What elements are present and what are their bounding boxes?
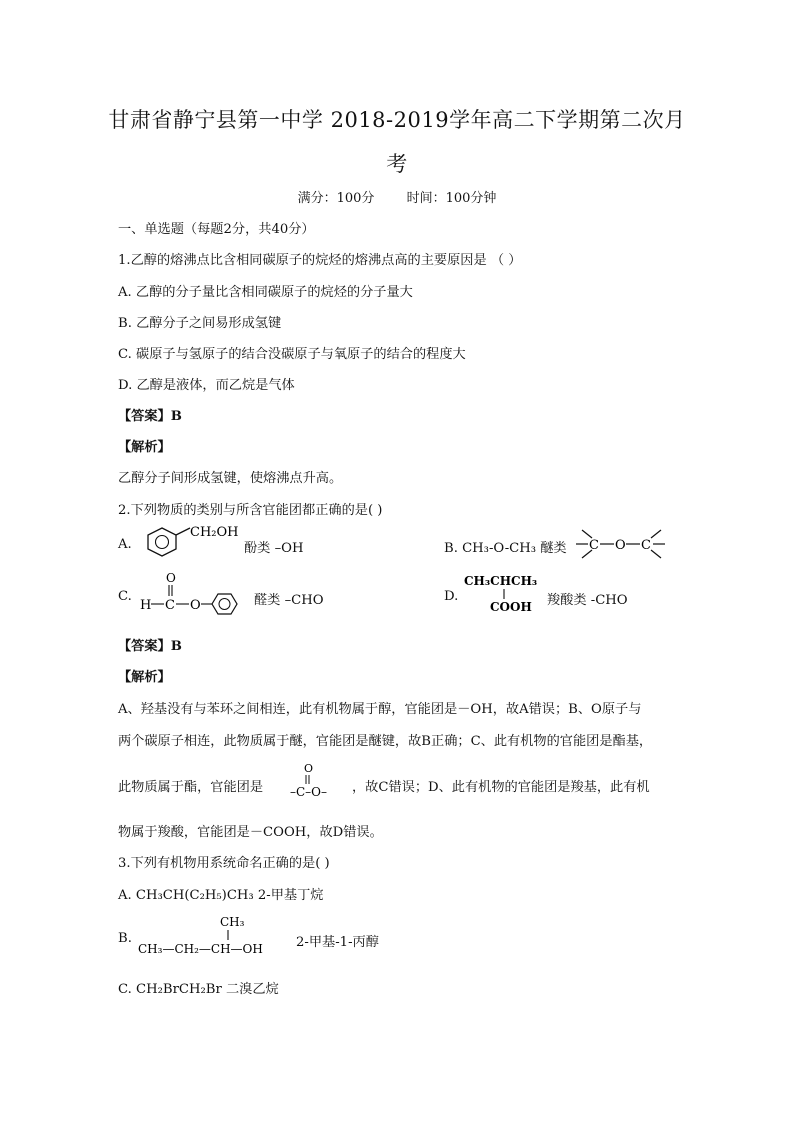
q1-stem: 1.乙醇的熔沸点比含相同碳原子的烷烃的熔沸点高的主要原因是 （ ） <box>118 253 522 268</box>
q3-stem: 3.下列有机物用系统命名正确的是( ) <box>118 856 330 871</box>
q2-analysis-line2: 两个碳原子相连，此物质属于醚，官能团是醚键，故B正确；C、此有机物的官能团是酯基， <box>118 734 653 749</box>
q2-option-b-text: B. CH₃-O-CH₃ 醚类 <box>444 541 567 556</box>
exam-meta <box>0 187 794 206</box>
main-chain: CH₃—CH₂—CH—OH <box>138 942 263 956</box>
ester-carbonyl-oxygen: O <box>304 762 314 775</box>
aromatic-circle-shape <box>219 599 230 610</box>
q1-analysis-label: 【解析】 <box>118 440 171 455</box>
isobutyric-acid-structure <box>462 570 546 616</box>
q2-analysis-line3a: 此物质属于酯，官能团是 <box>118 780 264 795</box>
hydrogen-atom: H <box>140 598 152 613</box>
time-info: 时间：100分钟 <box>406 191 497 206</box>
q2-analysis-label: 【解析】 <box>118 670 171 685</box>
q1-option-d: D. 乙醇是液体，而乙烷是气体 <box>118 378 295 393</box>
q2-option-a-text: 酚类 –OH <box>244 541 304 556</box>
ch2oh-group: CH₂OH <box>190 525 239 540</box>
section-heading: 一、单选题（每题2分，共40分） <box>118 222 315 237</box>
q2-option-d-text: 羧酸类 -CHO <box>547 593 628 608</box>
document-title-line1: 甘肃省静宁县第一中学 2018-2019学年高二下学期第二次月 <box>108 108 686 132</box>
q1-option-a: A. 乙醇的分子量比含相同碳原子的烷烃的分子量大 <box>118 285 413 300</box>
carbon-atom-1: C <box>589 538 599 553</box>
score-info: 满分：100分 <box>297 191 375 206</box>
carbon-atom-2: C <box>641 538 651 553</box>
bond-line <box>651 530 661 538</box>
ester-group-structure <box>288 760 350 800</box>
q1-analysis: 乙醇分子间形成氢键，使熔沸点升高。 <box>118 471 343 486</box>
q3-option-b-name: 2-甲基-1-丙醇 <box>296 935 379 950</box>
ester-oxygen: O <box>190 598 201 613</box>
oxygen-atom: O <box>615 538 626 553</box>
q3-option-b-label: B. <box>118 931 132 946</box>
document-title-line2: 考 <box>386 152 408 176</box>
bond-line <box>176 528 190 535</box>
q2-option-c-label: C. <box>118 589 132 604</box>
benzyl-alcohol-structure <box>140 522 245 562</box>
carbonyl-oxygen: O <box>166 571 176 585</box>
q2-analysis-line1: A、羟基没有与苯环之间相连，此有机物属于醇，官能团是－OH，故A错误；B、O原子与 <box>118 702 642 717</box>
q1-option-b: B. 乙醇分子之间易形成氢键 <box>118 316 282 331</box>
q3-option-c: C. CH₂BrCH₂Br 二溴乙烷 <box>118 982 279 997</box>
phenyl-formate-structure <box>136 568 250 618</box>
q2-option-c-text: 醛类 –CHO <box>254 593 324 608</box>
bond-line <box>651 550 661 558</box>
q2-answer: 【答案】B <box>118 639 182 654</box>
ester-chain: –C–O– <box>290 785 328 799</box>
methyl-branch: CH₃ <box>220 915 245 929</box>
q2-option-a-label: A. <box>118 537 132 552</box>
q1-option-c: C. 碳原子与氢原子的结合没碳原子与氧原子的结合的程度大 <box>118 347 466 362</box>
carboxyl-group: COOH <box>490 600 532 614</box>
q2-analysis-line4: 物属于羧酸，官能团是－COOH，故D错误。 <box>118 825 383 840</box>
q2-stem: 2.下列物质的类别与所含官能团都正确的是( ) <box>118 503 383 518</box>
q2-option-d-label: D. <box>444 589 459 604</box>
carbon-atom: C <box>165 598 175 613</box>
q2-analysis-line3b: ，故C错误；D、此有机物的官能团是羧基，此有机 <box>352 780 650 795</box>
q3-option-a: A. CH₃CH(C₂H₅)CH₃ 2-甲基丁烷 <box>118 888 324 903</box>
main-chain: CH₃CHCH₃ <box>464 574 538 588</box>
methylpropanol-structure <box>136 912 286 958</box>
benzene-ring-shape <box>148 528 176 556</box>
q1-answer: 【答案】B <box>118 409 182 424</box>
bond-line <box>582 530 592 538</box>
ether-bond-structure <box>570 526 668 562</box>
aromatic-circle-shape <box>156 536 169 549</box>
benzene-ring-shape <box>212 594 237 614</box>
